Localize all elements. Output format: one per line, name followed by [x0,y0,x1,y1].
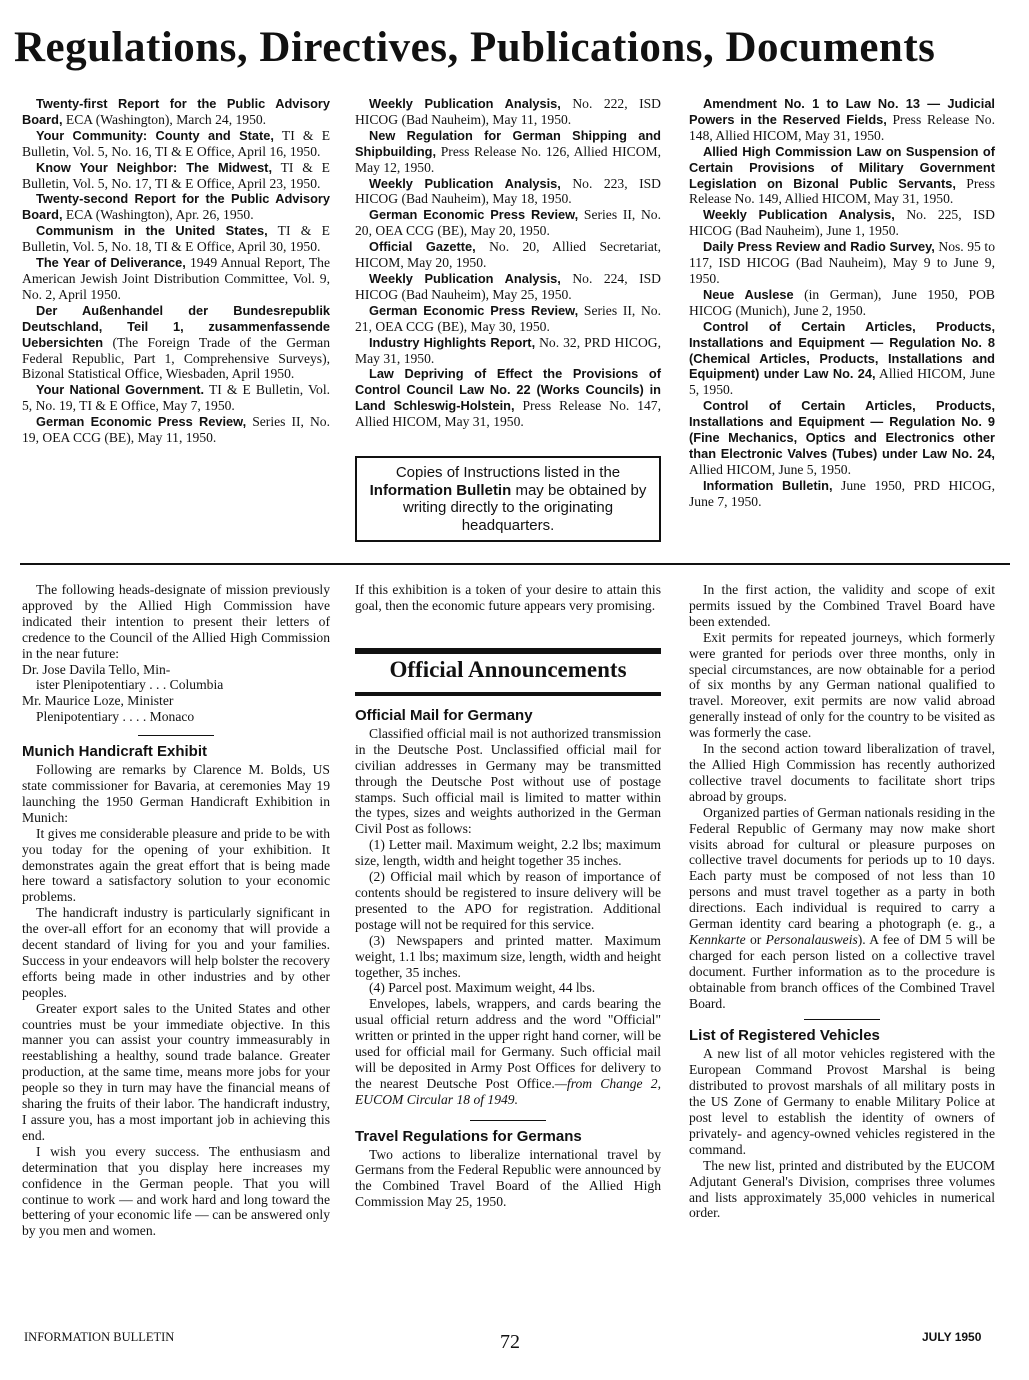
envoy-1-leader: . . . [145,677,170,693]
mail-paragraph: (1) Letter mail. Maximum weight, 2.2 lbs; maximum size, length, width and height together 35 inches. [355,837,661,869]
notice-text-2: may be obtained by writing directly to the originating headquarters. [402,481,647,534]
section-divider [20,563,1010,565]
page-number: 72 [500,1331,520,1353]
reference-title: German Economic Press Review, [369,207,579,223]
announcements-rule-bottom [355,692,661,696]
reference-entry [355,335,661,367]
reference-title: Neue Auslese [703,286,794,302]
reference-entry [22,382,330,414]
notice-text-1: Copies of Instructions listed in the [395,464,621,481]
vehicles-heading: List of Registered Vehicles [689,1027,880,1045]
organized-text-b: ). A fee of DM 5 will be charged for each person listed on a collective travel document. Further information as to the procedure is obtainable from branch offices of the Combined Travel Board. [689,931,995,1011]
reference-title: German Economic Press Review, [369,302,579,318]
envelope-text: Envelopes, labels, wrappers, and cards bearing the usual official return address and the word "Official" written or printed in the upper right hand corner, will be used for official mail for Germany. Such official mail will be deposited in Army Post Offices for delivery to the nearest Deutsche Post Office. [355,996,661,1091]
travel-paragraph: In the first action, the validity and scope of exit permits issued by the Combined Travel Board have been extended. [689,582,995,629]
short-divider [138,735,214,736]
reference-details: Series II, No. 20, OEA CCG (BE), May 20, 1950. [355,207,661,239]
reference-title: Twenty-first Report for the Public Advisory Board, [22,96,330,127]
reference-details: (The Foreign Trade of the German Federal Republic, Part 1, Comprehensive Surveys), Bizonal Statistical Office, Wiesbaden, April 1950. [22,334,330,382]
reference-title: Industry Highlights Report, [369,334,536,350]
reference-details: Press Release No. 149, Allied HICOM, May 31, 1950. [689,175,995,207]
envelope-para [355,996,661,1107]
organized-parties-para [689,805,995,1012]
mail-paragraph: (3) Newspapers and printed matter. Maximum weight, 1.1 lbs; maximum size, length, width and height together, 35 inches. [355,932,661,980]
reference-entry [355,96,661,128]
reference-entry [355,366,661,430]
reference-entry [689,287,995,319]
notice-publication-name: Information Bulletin [369,481,512,499]
mail-paragraph: (2) Official mail which by reason of importance of contents should be registered to insure delivery will be presented to the APO for registration. Additional postage will not be required for this service. [355,869,661,932]
references-column-1 [22,96,330,446]
reference-entry [355,271,661,303]
travel-paragraph: In the second action toward liberalization of travel, the Allied High Commission has recently authorized collective travel documents to facilitate short trips abroad by groups. [689,741,995,804]
footer-date: JULY 1950 [922,1330,982,1344]
reference-entry [689,239,995,287]
lower-column-2-body [355,706,661,1210]
reference-details: No. 222, ISD HICOG (Bad Nauheim), May 11, 1950. [355,96,661,127]
reference-title: Law Depriving of Effect the Provisions of Control Council Law No. 22 (Works Councils) in Land Schleswig-Holstein, [355,366,661,414]
travel-paragraph: Exit permits for repeated journeys, which formerly were granted for periods over three months, only in special circumstances, are now obtainable for a period of six months by any German national qualified to travel. Moreover, exit permits are now valid abroad generally instead of only for the country to be visited as was formerly the case. [689,629,995,741]
reference-title: Weekly Publication Analysis, [369,270,561,286]
reference-details: No. 20, Allied Secretariat, HICOM, May 20, 1950. [355,239,661,271]
travel-para: Two actions to liberalize international travel by Germans from the Federal Republic were announced by the Combined Travel Board of the Allied High Commission May 25, 1950. [355,1146,661,1210]
short-divider [470,1120,546,1121]
exhibit-continuation: If this exhibition is a token of your desire to attain this goal, then the economic future appears very promising. [355,582,661,613]
munich-paragraph: Greater export sales to the United States and other countries must be your immediate objective. In this manner you can assist your country immeasurably in reestablishing a healthy, sound trade balance. Greater production, at the same time, means more jobs for your people so they in turn may have the financial means of sharing the fruits of their labor. The handicraft industry, I assure you, has a most important job in achieving this end. [22,1000,330,1143]
reference-details: ECA (Washington), Apr. 26, 1950. [62,207,254,223]
lower-column-2 [355,582,661,614]
mail-paragraph: Classified official mail is not authorized transmission in the Deutsche Post. Unclassified official mail for civilian addresses in Germany may be transmitted through the Deutsche Post without use of postage stamps. Such official mail is limited to matter within the types, sizes and weights authorized in the German Civil Post as follows: [355,725,661,837]
reference-title: Know Your Neighbor: The Midwest, [36,159,272,175]
mail-body [355,726,661,996]
reference-title: Amendment No. 1 to Law No. 13 — Judicial Powers in the Reserved Fields, [689,96,995,127]
reference-title: New Regulation for German Shipping and Shipbuilding, [355,127,661,159]
lower-column-3 [689,582,995,1221]
envoy-1-title: ister Plenipotentiary [36,677,146,693]
reference-title: Allied High Commission Law on Suspension of Certain Provisions of Military Government Legislation on Bizonal Public Servants, [689,143,995,191]
reference-entry [689,207,995,239]
reference-entry [22,255,330,303]
references-column-2 [355,96,661,430]
organized-or: or [745,931,766,947]
reference-entry [689,319,995,399]
munich-body [22,762,330,1239]
envoy-2-title: Plenipotentiary [36,709,120,725]
reference-details: TI & E Bulletin, Vol. 5, No. 19, TI & E Office, May 7, 1950. [22,382,330,414]
reference-details: Nos. 95 to 117, ISD HICOG (Bad Nauheim), May 9 to June 9, 1950. [689,239,996,286]
page-masthead: Regulations, Directives, Publications, Documents [14,24,936,71]
reference-title: Control of Certain Articles, Products, Installations and Equipment — Regulation No. 9 (Fine Mechanics, Optics and Electronics other than Electronic Valves (Tubes) under Law No. 24, [689,398,995,461]
reference-entry [355,239,661,271]
envoy-1-name: Dr. Jose Davila Tello, Min- [22,661,171,677]
reference-entry [355,303,661,335]
lower-column-1 [22,582,330,1239]
reference-entry [22,160,330,192]
reference-title: Weekly Publication Analysis, [369,96,561,111]
reference-entry [355,128,661,176]
reference-entry [689,478,995,510]
reference-details: Allied HICOM, June 5, 1950. [689,366,996,398]
reference-entry [355,176,661,208]
munich-heading: Munich Handicraft Exhibit [22,743,208,761]
travel-body [689,582,995,805]
envoy-2-country: Monaco [149,709,195,725]
envoy-2-line [22,709,330,725]
reference-entry [22,191,330,223]
reference-entry [689,398,995,478]
envoy-2-name: Mr. Maurice Loze, Minister [22,693,174,709]
reference-details: No. 223, ISD HICOG (Bad Nauheim), May 18, 1950. [355,175,661,207]
references-column-3 [689,96,995,510]
envoys-intro: The following heads-designate of mission previously approved by the Allied High Commission have indicated their intention to present their letters of credence to the Council of the Allied High Commission in the near future: [22,582,330,661]
footer-publication: INFORMATION BULLETIN [24,1330,175,1344]
reference-title: Control of Certain Articles, Products, Installations and Equipment — Regulation No. 8 (Chemical Articles, Products, Installations and Equipment) under Law No. 24, [689,318,995,382]
reference-entry [689,144,995,208]
reference-details: Allied HICOM, June 5, 1950. [689,461,851,477]
reference-title: Your Community: County and State, [36,127,274,143]
munich-paragraph: It gives me considerable pleasure and pride to be with you today for the opening of your exhibition. It demonstrates again the great effort that is being made here toward a satisfactory solution to your economic problems. [22,825,330,905]
reference-title: Daily Press Review and Radio Survey, [703,239,935,255]
envoy-2-leader: . . . . [119,709,150,725]
reference-title: Weekly Publication Analysis, [703,207,895,223]
reference-details: TI & E Bulletin, Vol. 5, No. 17, TI & E Office, April 23, 1950. [22,159,330,191]
reference-details: Press Release No. 126, Allied HICOM, May 12, 1950. [355,143,661,175]
munich-paragraph: The handicraft industry is particularly significant in the over-all effort for an economy that will provide a decent standard of living for you and your families. Success in your endeavors will help bolster the recovery efforts being made in other industries and by other peoples. [22,905,330,1000]
reference-details: June 1950, PRD HICOG, June 7, 1950. [689,477,995,509]
reference-details: No. 225, ISD HICOG (Bad Nauheim), June 1, 1950. [689,207,995,239]
reference-title: Official Gazette, [369,239,476,255]
reference-details: Press Release No. 147, Allied HICOM, May 31, 1950. [355,398,661,430]
reference-details: TI & E Bulletin, Vol. 5, No. 18, TI & E Office, April 30, 1950. [22,223,330,255]
short-divider [804,1019,880,1020]
reference-details: No. 32, PRD HICOG, May 31, 1950. [355,334,661,366]
reference-details: TI & E Bulletin, Vol. 5, No. 16, TI & E Office, April 16, 1950. [22,127,330,159]
reference-entry [22,414,330,446]
reference-details: Series II, No. 21, OEA CCG (BE), May 30, 1950. [355,302,661,334]
vehicles-body [689,1046,995,1221]
munich-paragraph: I wish you every success. The enthusiasm and determination that you display here increases my confidence in the German people. That you will continue to work — and work hard and long toward the bettering of your economic life — can be answered only by you men and women. [22,1143,330,1239]
envelope-source: —from Change 2, EUCOM Circular 18 of 1949. [355,1075,662,1107]
reference-entry [22,223,330,255]
reference-details: (in German), June 1950, POB HICOG (Munich), June 2, 1950. [689,286,995,318]
vehicles-paragraph: A new list of all motor vehicles registered with the European Command Provost Marshal is being distributed to provost marshals of all military posts in the US Zone of Germany to enable Military Police at post level to establish the identity of owners of privately- and agency-owned vehicles registered in the command. [689,1046,995,1157]
reference-entry [22,303,330,383]
reference-title: Your National Government. [36,382,205,398]
reference-title: Information Bulletin, [703,477,833,493]
envoy-1-line [22,677,330,693]
reference-title: Weekly Publication Analysis, [369,175,561,191]
mail-heading: Official Mail for Germany [355,707,533,724]
reference-entry [22,128,330,160]
reference-details: Press Release No. 148, Allied HICOM, May 31, 1950. [689,111,995,143]
envoy-1-country: Columbia [169,677,224,693]
personalausweis-term: Personalausweis [765,931,858,947]
reference-details: 1949 Annual Report, The American Jewish Joint Distribution Committee, Vol. 9, No. 2, April 1950. [22,255,330,302]
reference-title: German Economic Press Review, [36,414,247,430]
reference-title: The Year of Deliverance, [36,255,186,271]
reference-title: Der Außenhandel der Bundesrepublik Deutschland, Teil 1, zusammenfassende Uebersichten [22,302,330,350]
reference-entry [689,96,995,144]
reference-title: Twenty-second Report for the Public Advisory Board, [22,191,330,223]
reference-details: Series II, No. 19, OEA CCG (BE), May 11, 1950. [22,414,330,446]
announcements-rule-top [355,648,661,654]
reference-title: Communism in the United States, [36,223,268,239]
vehicles-paragraph: The new list, printed and distributed by the EUCOM Adjutant General's Division, comprises three volumes and lists approximately 35,000 vehicles in numerical order. [689,1157,995,1221]
reference-details: ECA (Washington), March 24, 1950. [62,111,267,127]
announcements-title: Official Announcements [389,657,627,682]
munich-paragraph: Following are remarks by Clarence M. Bolds, US state commissioner for Bavaria, at ceremonies May 19 launching the 1950 German Handicraft Exhibition in Munich: [22,762,330,825]
mail-paragraph: (4) Parcel post. Maximum weight, 44 lbs. [369,980,596,996]
instructions-notice-box [355,456,661,542]
reference-details: No. 224, ISD HICOG (Bad Nauheim), May 25, 1950. [355,270,661,302]
reference-entry [22,96,330,128]
organized-text-a: Organized parties of German nationals residing in the Federal Republic of Germany may now make short visits abroad for cultural or pleasure purposes on collective travel documents for periods up to 10 days. Each party must be composed of not less than 10 persons and must travel together as a party in both directions. Each individual is required to carry a German identity card bearing a photograph (e. g., a [689,804,995,932]
kennkarte-term: Kennkarte [689,931,746,947]
travel-heading: Travel Regulations for Germans [355,1127,582,1145]
reference-entry [355,207,661,239]
